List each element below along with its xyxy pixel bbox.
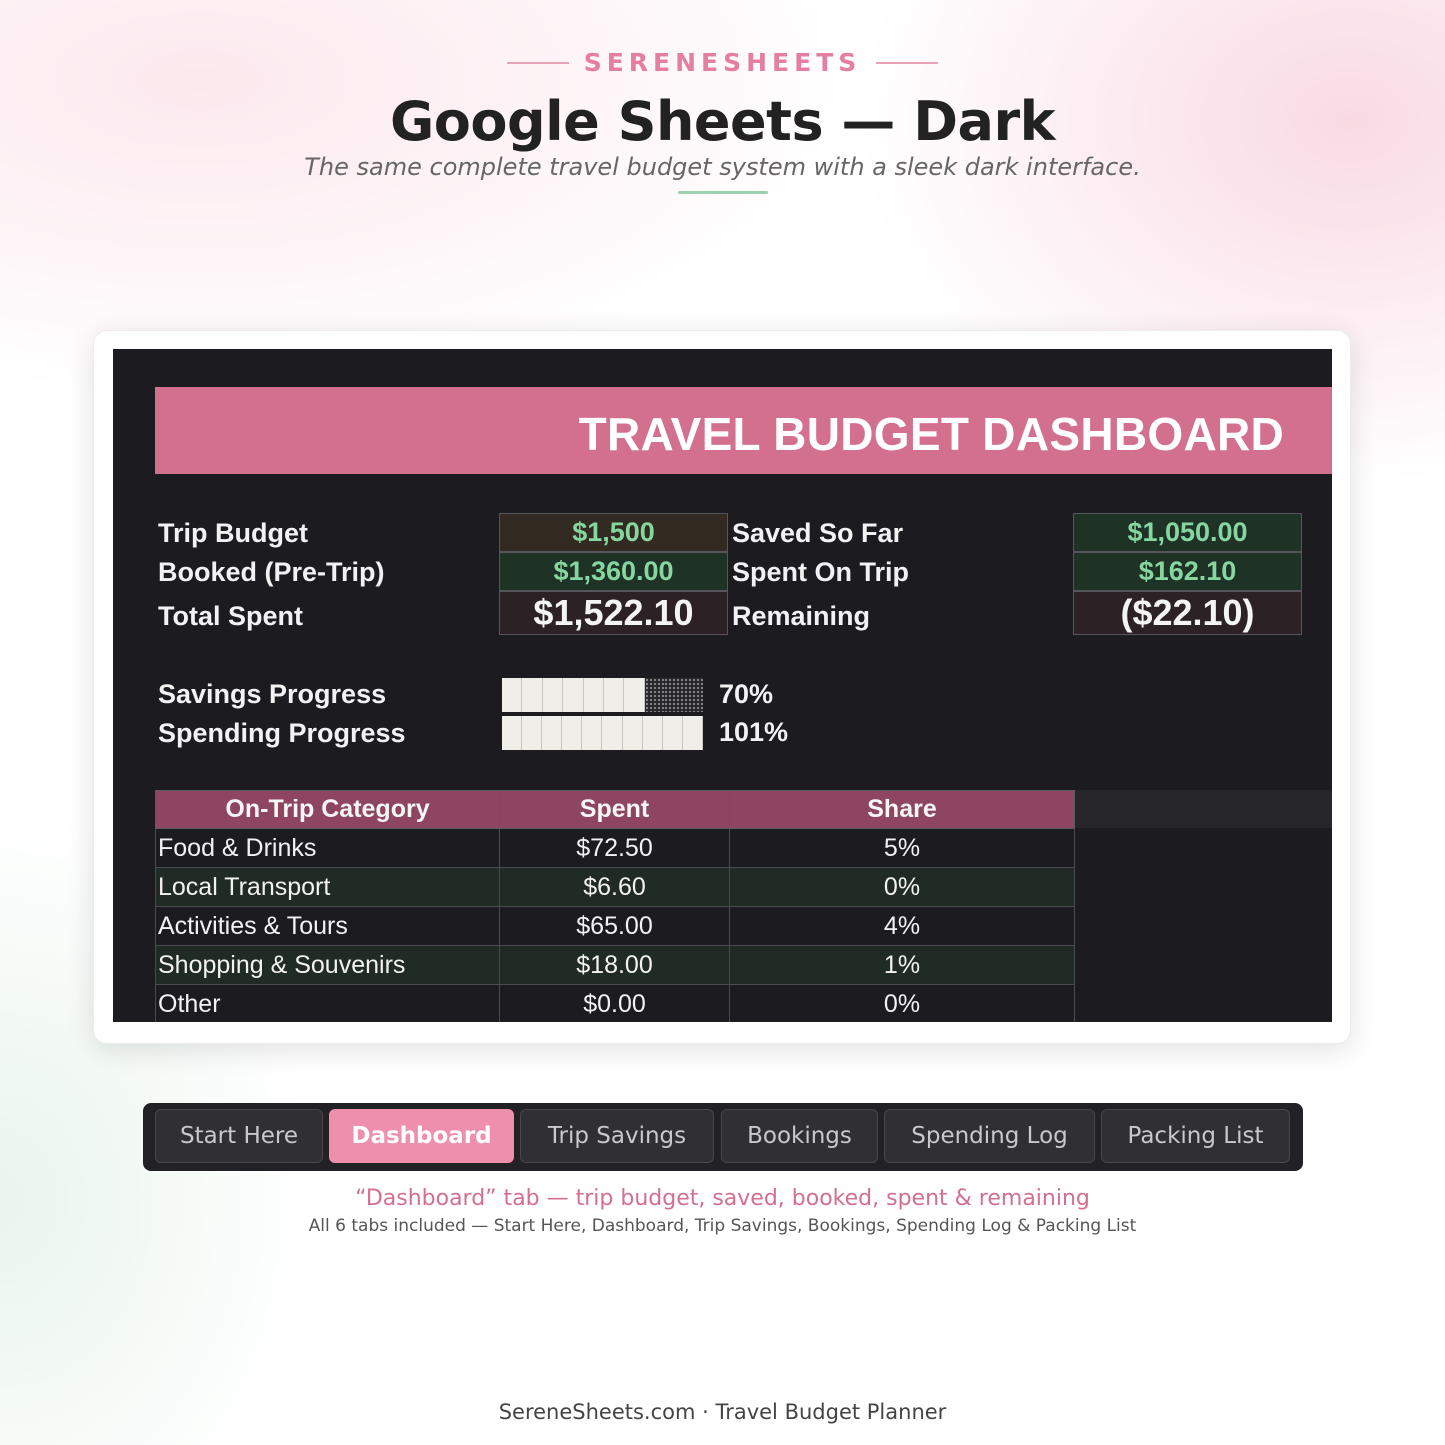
page-title: Google Sheets — Dark <box>389 90 1056 153</box>
progress-segment-filled <box>643 716 663 750</box>
remaining-value[interactable]: ($22.10) <box>1073 591 1302 635</box>
progress-segment-filled <box>582 716 602 750</box>
tab-caption: “Dashboard” tab — trip budget, saved, booked, spent & remaining <box>355 1186 1090 1211</box>
spreadsheet-view <box>113 349 1332 1022</box>
progress-segment-filled <box>624 678 644 712</box>
table-row <box>156 985 1075 1023</box>
total-spent-value[interactable]: $1,522.10 <box>499 591 728 635</box>
spent-cell[interactable]: $6.60 <box>500 868 730 907</box>
saved-so-far-label: Saved So Far <box>732 518 904 548</box>
table-row <box>156 946 1075 985</box>
category-cell[interactable]: Shopping & Souvenirs <box>156 946 500 985</box>
booked-value[interactable]: $1,360.00 <box>499 552 728 591</box>
total-spent-label: Total Spent <box>158 601 303 631</box>
spent-cell[interactable]: $65.00 <box>500 907 730 946</box>
progress-segment-filled <box>522 678 542 712</box>
brand-line-right <box>876 62 938 64</box>
savings-progress-percent: 70% <box>719 679 774 709</box>
remaining-label: Remaining <box>732 601 871 631</box>
column-header-spent[interactable]: Spent <box>500 791 730 829</box>
tab-trip-savings[interactable]: Trip Savings <box>520 1109 714 1163</box>
share-cell[interactable]: 0% <box>730 868 1075 907</box>
tab-caption-sub: All 6 tabs included — Start Here, Dashboard, Trip Savings, Bookings, Spending Log & Packing List <box>308 1216 1137 1236</box>
category-cell[interactable]: Food & Drinks <box>156 829 500 868</box>
footer-text: SereneSheets.com · Travel Budget Planner <box>498 1400 947 1424</box>
dashboard-title: TRAVEL BUDGET DASHBOARD <box>578 408 1284 460</box>
savings-progress-bar <box>502 678 703 712</box>
dashboard-banner <box>155 387 1332 474</box>
progress-segment-filled <box>663 716 683 750</box>
spending-progress-percent: 101% <box>719 717 789 747</box>
trip-budget-label: Trip Budget <box>158 518 308 548</box>
progress-segment-filled <box>623 716 643 750</box>
progress-segment-filled <box>502 716 522 750</box>
spent-cell[interactable]: $72.50 <box>500 829 730 868</box>
table-header-extension <box>1074 790 1332 828</box>
category-cell[interactable]: Local Transport <box>156 868 500 907</box>
progress-segment-filled <box>562 716 582 750</box>
spending-progress-label: Spending Progress <box>158 718 406 748</box>
spent-on-trip-label: Spent On Trip <box>732 557 910 587</box>
progress-segment-empty <box>645 678 664 712</box>
progress-segment-filled <box>502 678 522 712</box>
category-cell[interactable]: Other <box>156 985 500 1023</box>
tab-dashboard[interactable]: Dashboard <box>329 1109 514 1163</box>
share-cell[interactable]: 4% <box>730 907 1075 946</box>
progress-segment-filled <box>542 716 562 750</box>
progress-segment-filled <box>563 678 583 712</box>
progress-segment-filled <box>602 716 622 750</box>
brand-row <box>0 48 1445 77</box>
progress-segment-filled <box>584 678 604 712</box>
tab-bookings[interactable]: Bookings <box>721 1109 878 1163</box>
page-subtitle: The same complete travel budget system with a sleek dark interface. <box>304 153 1141 181</box>
share-cell[interactable]: 1% <box>730 946 1075 985</box>
progress-segment-filled <box>604 678 624 712</box>
category-cell[interactable]: Activities & Tours <box>156 907 500 946</box>
table-row <box>156 829 1075 868</box>
savings-progress-label: Savings Progress <box>158 679 387 709</box>
category-table <box>155 790 1075 1022</box>
progress-segment-empty <box>684 678 703 712</box>
column-header-share[interactable]: Share <box>730 791 1075 829</box>
saved-so-far-value[interactable]: $1,050.00 <box>1073 513 1302 552</box>
spent-cell[interactable]: $18.00 <box>500 946 730 985</box>
share-cell[interactable]: 0% <box>730 985 1075 1023</box>
table-header-row <box>156 791 1075 829</box>
spent-on-trip-value[interactable]: $162.10 <box>1073 552 1302 591</box>
progress-segment-filled <box>543 678 563 712</box>
brand-line-left <box>507 62 569 64</box>
title-underline <box>678 191 768 194</box>
share-cell[interactable]: 5% <box>730 829 1075 868</box>
spent-cell[interactable]: $0.00 <box>500 985 730 1023</box>
spending-progress-bar <box>502 716 703 750</box>
progress-segment-empty <box>664 678 683 712</box>
sheet-tab-bar <box>143 1103 1303 1171</box>
trip-budget-value[interactable]: $1,500 <box>499 513 728 552</box>
brand-name: SERENESHEETS <box>583 48 862 77</box>
booked-label: Booked (Pre-Trip) <box>158 557 385 587</box>
column-header-category[interactable]: On-Trip Category <box>156 791 500 829</box>
table-row <box>156 868 1075 907</box>
table-row <box>156 907 1075 946</box>
tab-start-here[interactable]: Start Here <box>155 1109 323 1163</box>
tab-packing-list[interactable]: Packing List <box>1101 1109 1290 1163</box>
tab-spending-log[interactable]: Spending Log <box>884 1109 1095 1163</box>
progress-segment-filled <box>522 716 542 750</box>
progress-segment-filled <box>683 716 703 750</box>
